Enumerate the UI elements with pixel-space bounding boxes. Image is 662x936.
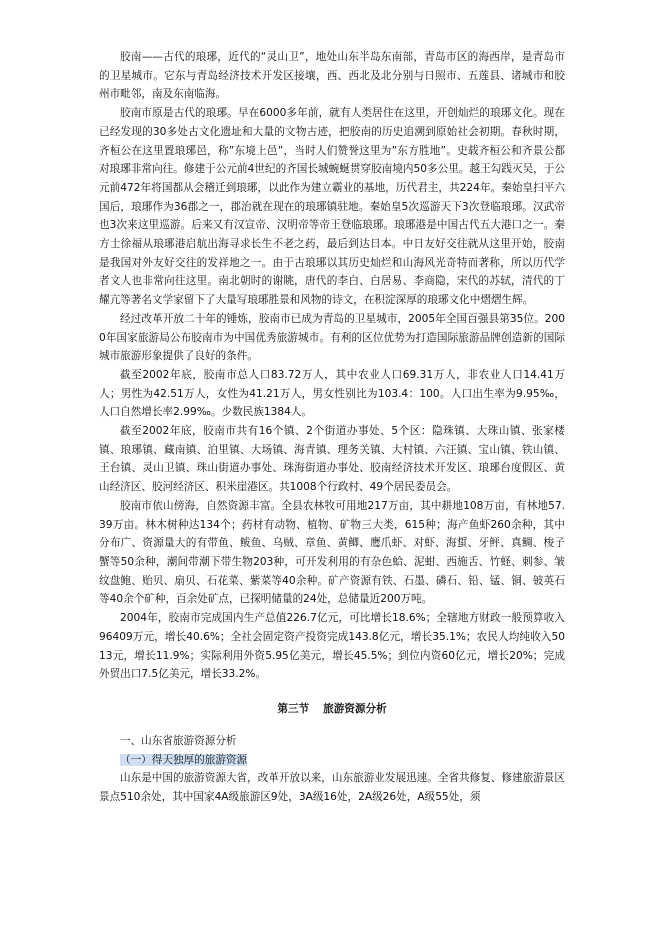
paragraph-economy: 2004年，胶南市完成国内生产总值226.7亿元，可比增长18.6%；全辖地方财政一般预算收入96409万元，增长40.6%；全社会固定资产投资完成143.8亿元，增长35.1%；农民人均纯收入5013元，增长11.9%；实际利用外资5.95亿美元，增长45.5%；到位内资60亿元，增长20%；完成外贸出口7.5亿美元，增长33.2%。 <box>99 612 565 681</box>
section-title <box>99 700 565 718</box>
paragraph-intro: 胶南——古代的琅琊，近代的“灵山卫”，地处山东半岛东南部，青岛市区的海西岸，是青岛市的卫星城市。它东与青岛经济技术开发区接壤，西、西北及北分别与日照市、五莲县、诸城市和胶州市毗邻，南及东南临海。 <box>99 51 565 101</box>
paragraph-history: 胶南市原是古代的琅琊。早在6000多年前，就有人类居住在这里，开创灿烂的琅琊文化。现在已经发现的30多处古文化遗址和大量的文物古迹，把胶南的历史追溯到原始社会初期。春秋时期，齐桓公在这里置琅琊邑，称”东境上邑”，当时人们赞誉这里为”东方胜地”。史载齐桓公和齐景公都对琅琊非常向往。修建于公元前4世纪的齐国长城蜿蜒贯穿胶南境内50多公里。越王勾践灭吴，于公元前472年将国都从会稽迁到琅琊，以此作为建立霸业的基地，历代君主，共224年。秦始皇扫平六国后，琅琊作为36郡之一，郡治就在现在的琅琊镇驻地。秦始皇5次巡游天下3次登临琅琊。汉武帝也3次来这里巡游。后来又有汉宣帝、汉明帝等帝王登临琅琊。琅琊港是中国古代五大港口之一。秦方士徐福从琅琊港启航出海寻求长生不老之药，最后到达日本。中日友好交往就从这里开始，胶南是我国对外友好交往的发祥地之一。由于古琅琊以其历史灿烂和山海风光奇特而著称，所以历代学者文人也非常向往这里。南北朝时的谢眺，唐代的李白、白居易、李商隐，宋代的苏轼，清代的丁耀亢等著名文学家留下了大量写琅琊胜景和风物的诗文，在积淀深厚的琅琊文化中熠熠生辉。 <box>99 107 565 307</box>
paragraph-population: 截至2002年底，胶南市总人口83.72万人，其中农业人口69.31万人，非农业人口14.41万人；男性为42.51万人，女性为41.21万人，男女性别比为103.4：100。人口出生率为9.95‰，人口自然增长率2.99‰。少数民族1384人。 <box>99 368 565 419</box>
paragraph-shandong: 山东是中国的旅游资源大省，改革开放以来，山东旅游业发展迅速。全省共修复、修建旅游景区景点510余处，其中国家4A级旅游区9处，3A级16处，2A级26处，A级55处，须 <box>99 772 565 804</box>
paragraph-resources: 胶南市依山傍海，自然资源丰富。全县农林牧可用地217万亩，其中耕地108万亩，有林地57.39万亩。林木树种达134个；药材有动物、植物、矿物三大类，615种；海产鱼虾260余种，其中分布广、资源量大的有带鱼、鲅鱼、乌贼、章鱼、黄鲫、鹰爪虾、对虾、海蜇、牙鲆、真鲷、梭子蟹等50余种，潮间带潮下带生物203种，可开发利用的有杂色蛤、泥蚶、西施舌、竹蛏、刺参、皱纹盘鲍、贻贝、扇贝、石花菜、紫菜等40余种。矿产资源有铁、石墨、磷石、铅、锰、铜、铍英石等40余个矿种，百余处矿点，已探明储量的24处，总储量近200万吨。 <box>99 499 565 606</box>
section-number: 第三节 <box>277 702 310 715</box>
subsubheading-text: （一）得天独厚的旅游资源 <box>120 753 248 766</box>
paragraph-reform: 经过改革开放二十年的锤炼，胶南市已成为青岛的卫星城市，2005年全国百强县第35位。2000年国家旅游局公布胶南市为中国优秀旅游城市。有利的区位优势为打造国际旅游品牌创造新的国际城市旅游形象提供了良好的条件。 <box>99 312 565 363</box>
subheading: 一、山东省旅游资源分析 <box>120 734 237 747</box>
document-body <box>99 48 565 807</box>
paragraph-administration: 截至2002年底，胶南市共有16个镇、2个街道办事处、5个区：隐珠镇、大珠山镇、张家楼镇、琅琊镇、藏南镇、泊里镇、大场镇、海青镇、理务关镇、大村镇、六汪镇、宝山镇、铁山镇、王台镇、灵山卫镇、珠山街道办事处、珠海街道办事处、胶南经济技术开发区、琅琊台度假区、黄山经济区、胶河经济区、积米崖港区。共1008个行政村、49个居民委员会。 <box>99 425 565 494</box>
section-name: 旅游资源分析 <box>323 702 387 715</box>
subsubheading <box>120 751 565 770</box>
